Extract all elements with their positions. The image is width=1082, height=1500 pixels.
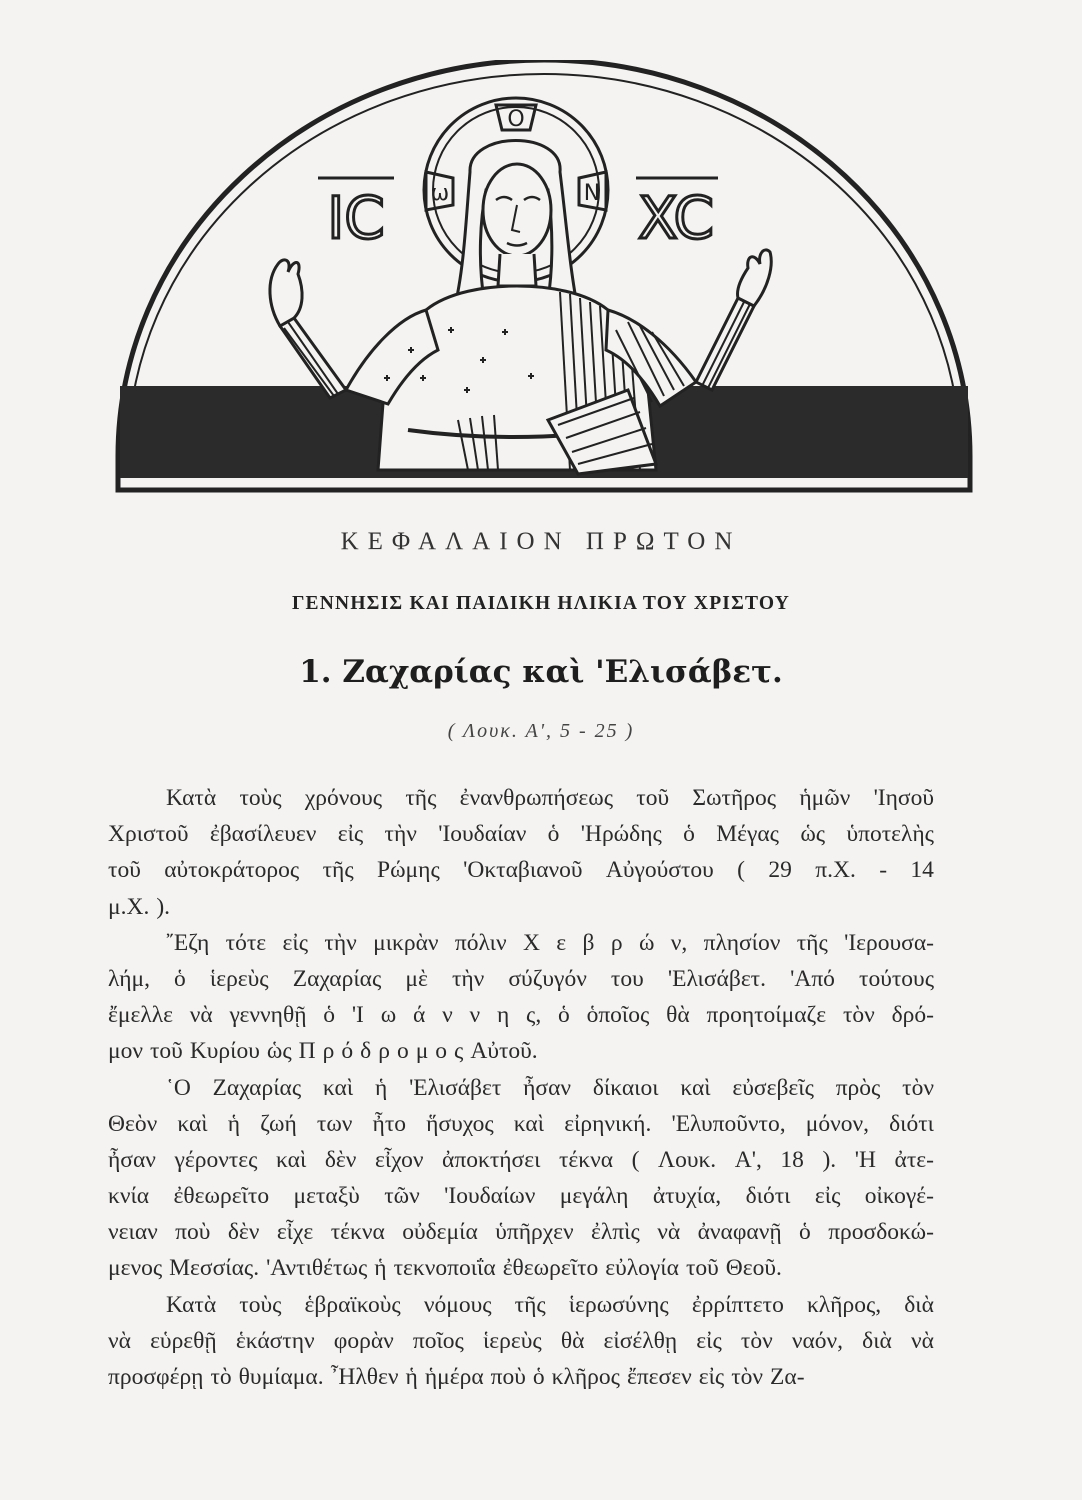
paragraph-line: μ.Χ. ). xyxy=(108,893,171,920)
paragraph-line: ἔμελλε νὰ γεννηθῇ ὁ 'Ι ω ά ν ν η ς, ὁ ὁποῖος θὰ προητοίμαζε τὸν δρό- xyxy=(108,1002,934,1029)
monogram-xc: XC xyxy=(637,184,715,252)
paragraph-line: ῎Εζη τότε εἰς τὴν μικρὰν πόλιν Χ ε β ρ ώ ν, πλησίον τῆς 'Ιερουσα- xyxy=(166,929,934,956)
paragraph-line: μον τοῦ Κυρίου ὡς Π ρ ό δ ρ ο μ ο ς Αὐτοῦ. xyxy=(108,1038,538,1065)
paragraph-line: Κατὰ τοὺς χρόνους τῆς ἐνανθρωπήσεως τοῦ Σωτῆρος ἡμῶν 'Ιησοῦ xyxy=(166,785,934,811)
paragraph-line: Χριστοῦ ἐβασίλευεν εἰς τὴν 'Ιουδαίαν ὁ 'Ηρώδης ὁ Μέγας ὡς ὑποτελὴς xyxy=(108,821,934,848)
section-title: 1. Ζαχαρίας καὶ 'Ελισάβετ. xyxy=(299,654,783,690)
paragraph-line: κνία ἐθεωρεῖτο μεταξὺ τῶν 'Ιουδαίων μεγάλη ἀτυχία, διότι εἰς οἰκογέ- xyxy=(108,1183,934,1210)
halo-letter-right: N xyxy=(583,181,601,206)
paragraph-line: ῾Ο Ζαχαρίας καὶ ἡ 'Ελισάβετ ἦσαν δίκαιοι καὶ εὐσεβεῖς πρὸς τὸν xyxy=(166,1074,934,1101)
paragraph-line: Θεὸν καὶ ἡ ζωή των ἦτο ἥσυχος καὶ εἰρηνική. 'Ελυποῦντο, μόνον, διότι xyxy=(108,1110,934,1137)
halo-letter-left: ω xyxy=(430,181,450,206)
paragraph-line: νειαν ποὺ δὲν εἶχε τέκνα οὐδεμία ὑπῆρχεν ἐλπὶς νὰ ἀναφανῇ ὁ προσδοκώ- xyxy=(108,1219,934,1246)
paragraph-line: προσφέρῃ τὸ θυμίαμα. ῏Ηλθεν ἡ ἡμέρα ποὺ ὁ κλῆρος ἔπεσεν εἰς τὸν Ζα- xyxy=(108,1364,805,1390)
body-text xyxy=(108,780,934,1395)
monogram-ic: IC xyxy=(327,184,385,252)
paragraph-line: τοῦ αὐτοκράτορος τῆς Ρώμης 'Οκταβιανοῦ Αὐγούστου ( 29 π.Χ. - 14 xyxy=(108,857,934,884)
scripture-reference: ( Λουκ. Α', 5 - 25 ) xyxy=(447,720,635,742)
paragraph-line: λήμ, ὁ ἱερεὺς Ζαχαρίας μὲ τὴν σύζυγόν του 'Ελισάβετ. 'Από τούτους xyxy=(108,965,934,992)
paragraph-line: μενος Μεσσίας. 'Αντιθέτως ἡ τεκνοποιΐα ἐθεωρεῖτο εὐλογία τοῦ Θεοῦ. xyxy=(108,1255,782,1282)
paragraph-line: Κατὰ τοὺς ἑβραϊκοὺς νόμους τῆς ἱερωσύνης ἐρρίπτετο κλῆρος, διὰ xyxy=(166,1291,934,1318)
christ-pantocrator-illustration xyxy=(108,60,980,500)
chapter-subtitle: ΓΕΝΝΗΣΙΣ ΚΑΙ ΠΑΙΔΙΚΗ ΗΛΙΚΙΑ ΤΟΥ ΧΡΙΣΤΟΥ xyxy=(291,593,791,614)
halo-letter-top: O xyxy=(507,107,525,132)
chapter-heading: ΚΕΦΑΛΑΙΟΝ ΠΡΩΤΟΝ xyxy=(340,528,742,555)
paragraph-line: ἦσαν γέροντες καὶ δὲν εἶχον ἀποκτήσει τέκνα ( Λουκ. Α', 18 ). 'Η ἀτε- xyxy=(108,1146,934,1173)
paragraph-line: νὰ εὑρεθῇ ἑκάστην φορὰν ποῖος ἱερεὺς θὰ εἰσέλθῃ εἰς τὸν ναόν, διὰ νὰ xyxy=(108,1327,934,1354)
